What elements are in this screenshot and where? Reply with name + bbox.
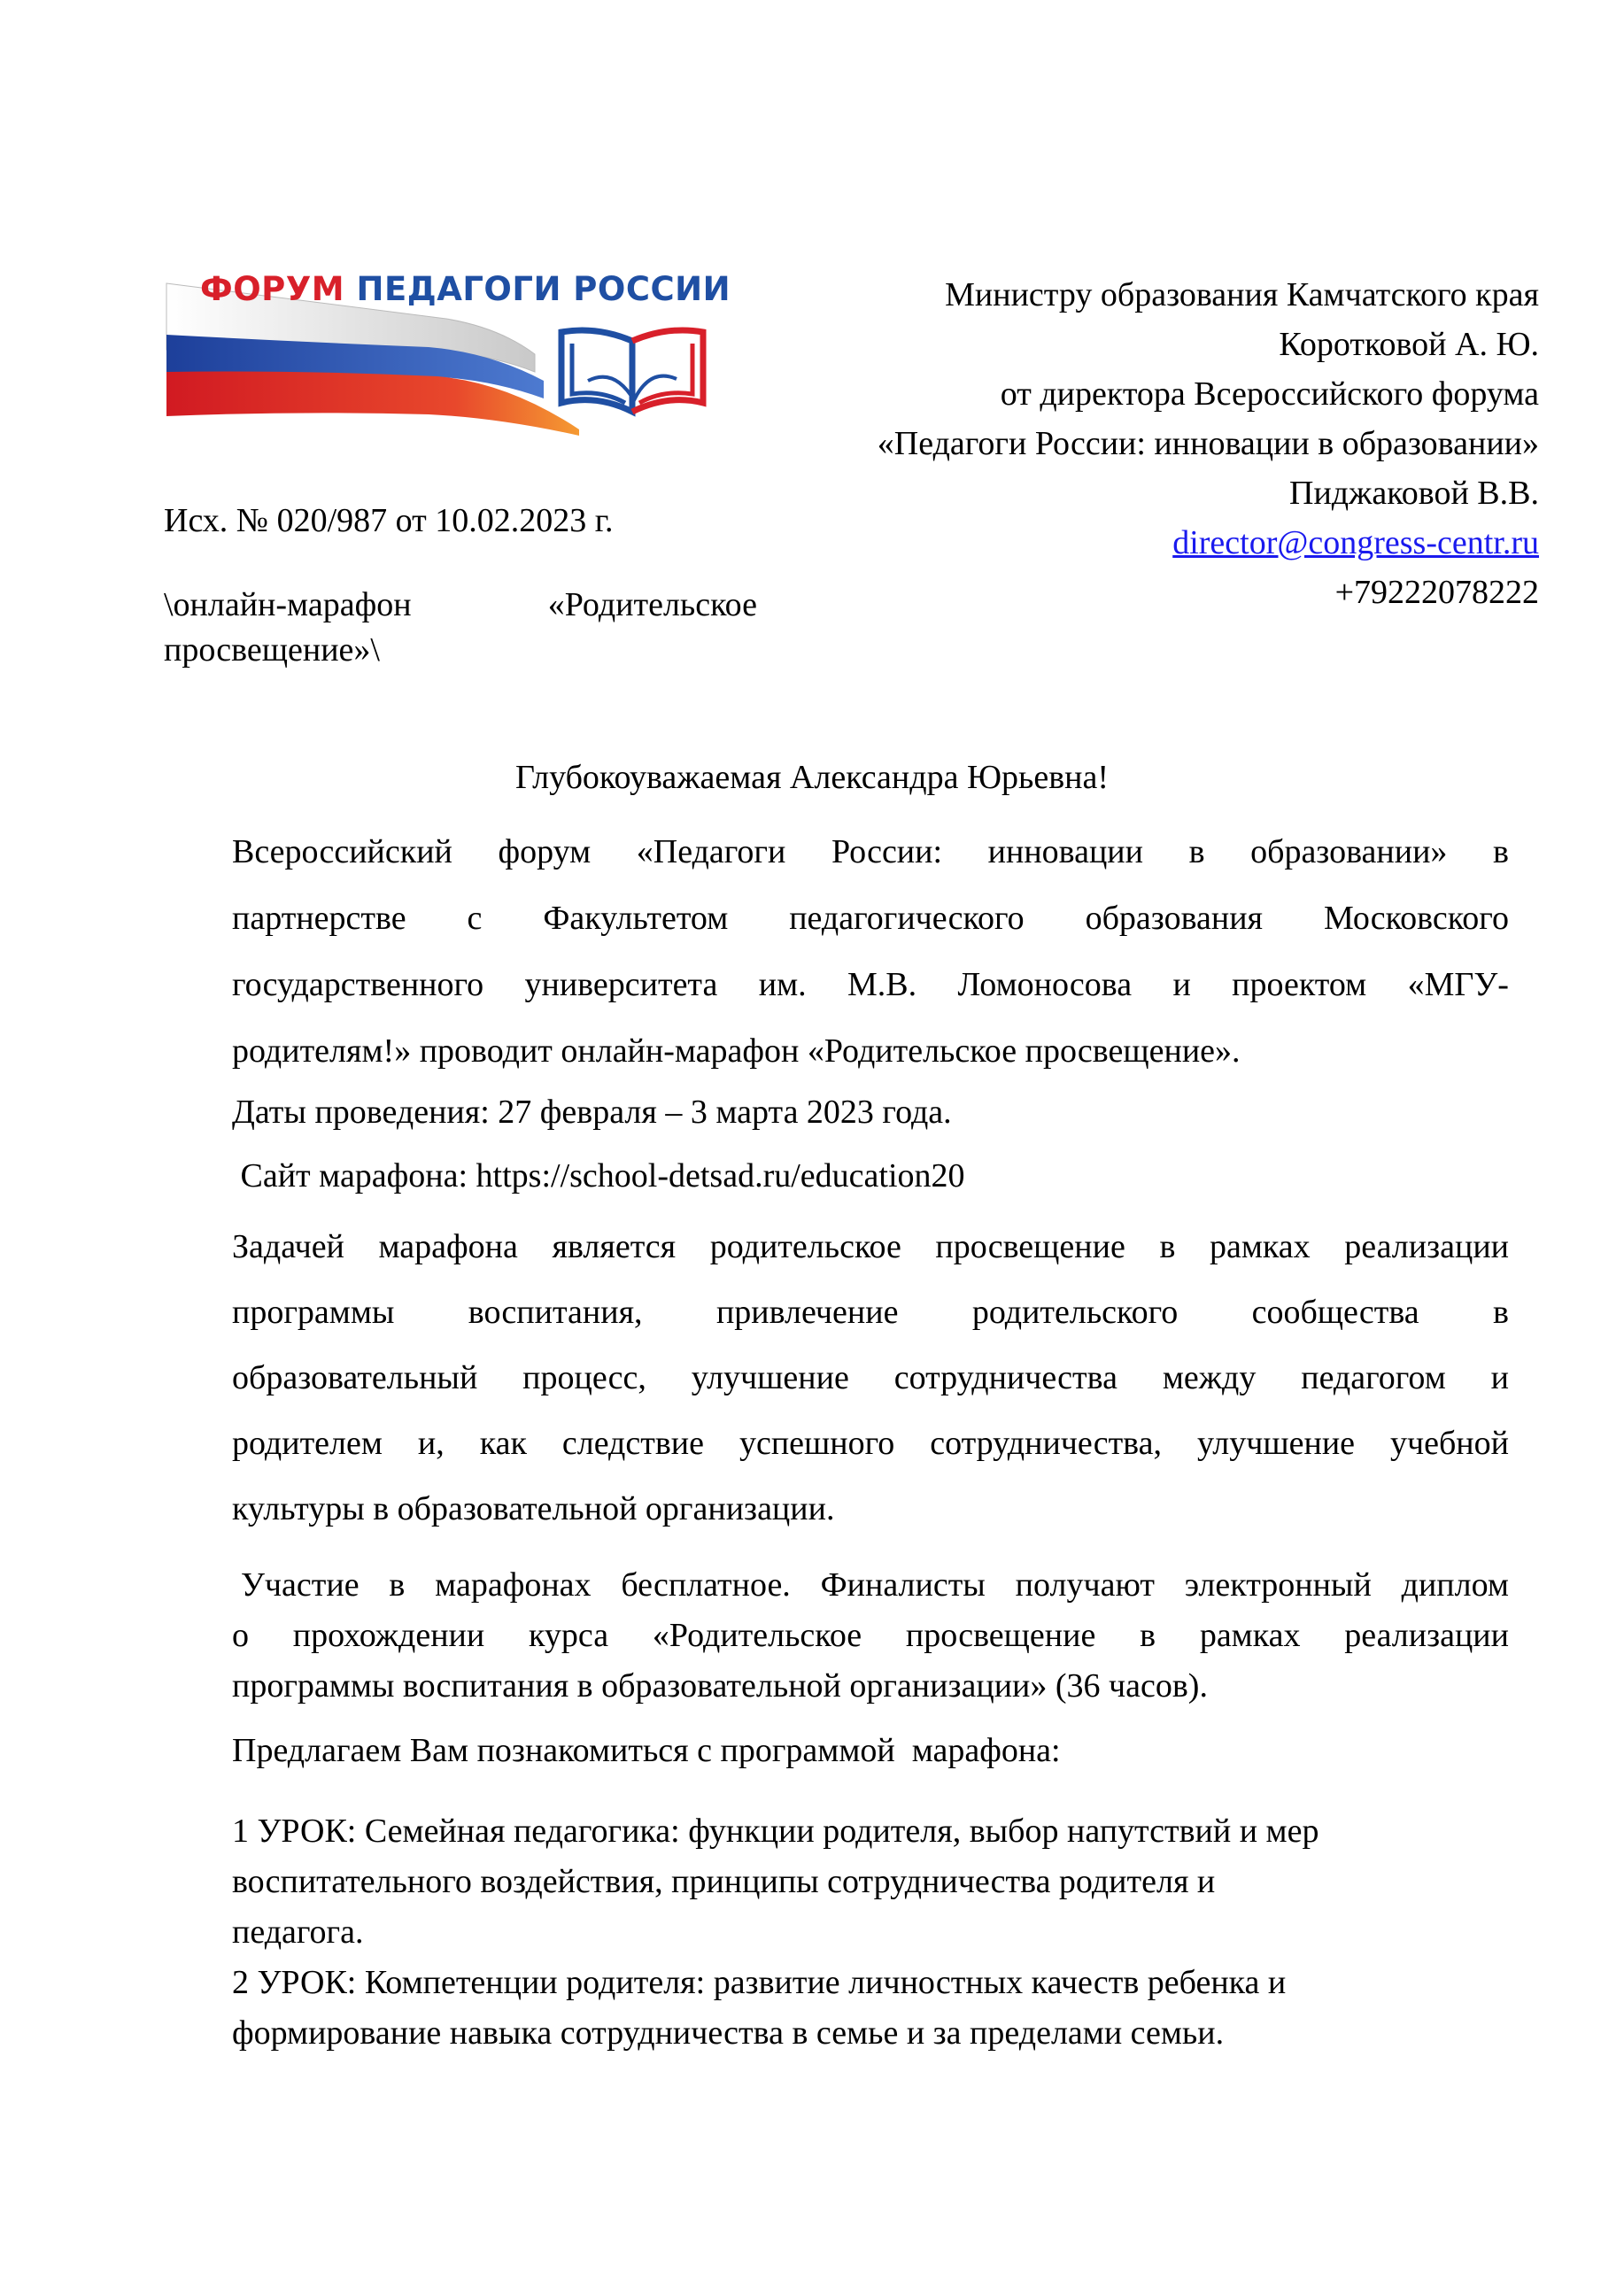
word: просвещение (905, 1617, 1096, 1654)
word: с (467, 900, 483, 937)
word: проектом (1232, 966, 1367, 1003)
outgoing-number: Исх. № 020/987 от 10.02.2023 г. (164, 502, 614, 539)
word: электронный (1184, 1566, 1372, 1604)
word: в (1140, 1617, 1156, 1654)
word: как (479, 1425, 527, 1462)
addressee-line: Коротковой А. Ю. (1279, 326, 1539, 363)
word: «МГУ- (1407, 966, 1509, 1003)
justified-line (232, 1611, 1509, 1661)
word: образования (1085, 900, 1264, 937)
word: следствие (561, 1425, 705, 1462)
word: сотрудничества (893, 1359, 1117, 1396)
justified-line (232, 827, 1509, 893)
word: образовательный (232, 1359, 478, 1396)
word: улучшение (1196, 1425, 1356, 1462)
word: родителем (232, 1425, 383, 1462)
lesson-line: 2 УРОК: Компетенции родителя: развитие личностных качеств ребенка и (232, 1964, 1287, 2001)
word: М.В. (847, 966, 917, 1003)
word: им. (758, 966, 807, 1003)
paragraph-goals (232, 1222, 1509, 1550)
word: Ломоносова (957, 966, 1133, 1003)
word: получают (1015, 1566, 1155, 1604)
justified-line (232, 1419, 1509, 1484)
word: партнерстве (232, 900, 406, 937)
word: Финалисты (820, 1566, 986, 1604)
word: университета (524, 966, 718, 1003)
word: реализации (1344, 1228, 1509, 1265)
paragraph-line: программы воспитания в образовательной организации» (36 часов). (232, 1667, 1208, 1705)
word: педагогом (1301, 1359, 1446, 1396)
addressee-line: Пиджаковой В.В. (1289, 475, 1539, 512)
greeting: Глубокоуважаемая Александра Юрьевна! (515, 759, 1109, 796)
word: привлечение (715, 1294, 899, 1331)
paragraph-line: культуры в образовательной организации. (232, 1490, 835, 1527)
word: процесс, (522, 1359, 646, 1396)
word: образовании» (1250, 833, 1448, 870)
lesson-line: педагога. (232, 1913, 364, 1951)
justified-line (232, 1353, 1509, 1419)
justified-line (232, 960, 1509, 1026)
subject-word: \онлайн-марафон (164, 586, 412, 623)
word: улучшение (691, 1359, 849, 1396)
paragraph-intro (232, 827, 1509, 1093)
word: марафонах (435, 1566, 592, 1604)
justified-line (232, 1222, 1509, 1287)
word: марафона (378, 1228, 518, 1265)
word: рамках (1210, 1228, 1311, 1265)
paragraph-line: родителям!» проводит онлайн-марафон «Родительское просвещение». (232, 1032, 1241, 1070)
lesson-line: 1 УРОК: Семейная педагогика: функции родителя, выбор напутствий и мер (232, 1813, 1319, 1850)
program-intro: Предлагаем Вам познакомиться с программой марафона: (232, 1732, 1061, 1769)
word: и, (417, 1425, 445, 1462)
paragraph-participation (232, 1560, 1509, 1712)
word: воспитания, (468, 1294, 643, 1331)
justified-line (232, 1560, 1509, 1611)
marathon-site: Сайт марафона: https://school-detsad.ru/education20 (232, 1157, 965, 1194)
justified-line (232, 893, 1509, 960)
word: просвещение (935, 1228, 1125, 1265)
word: сотрудничества, (930, 1425, 1162, 1462)
word: курса (529, 1617, 609, 1654)
word: между (1162, 1359, 1257, 1396)
logo-title (200, 270, 731, 308)
lessons-list (232, 1806, 1509, 2059)
word: родительское (709, 1228, 901, 1265)
word: «Педагоги (636, 833, 786, 870)
word: о (232, 1617, 249, 1654)
word: «Родительское (652, 1617, 862, 1654)
subject-line: просвещение»\ (164, 631, 380, 669)
word: Факультетом (543, 900, 729, 937)
logo-word-forum: ФОРУМ (200, 270, 345, 308)
word: бесплатное. (621, 1566, 791, 1604)
word: сообщества (1251, 1294, 1419, 1331)
addressee-line: «Педагоги России: инновации в образовании» (877, 425, 1539, 462)
word: Задачей (232, 1228, 344, 1265)
logo-word-pedagogi: ПЕДАГОГИ РОССИИ (356, 270, 731, 308)
subject-line (164, 580, 757, 630)
word: диплом (1401, 1566, 1509, 1604)
word: рамках (1199, 1617, 1301, 1654)
word: в (1493, 1294, 1509, 1331)
word: родительского (971, 1294, 1179, 1331)
subject-word: «Родительское (547, 586, 757, 623)
lesson-line: формирование навыка сотрудничества в семье и за пределами семьи. (232, 2014, 1225, 2052)
word: реализации (1344, 1617, 1509, 1654)
word: в (1188, 833, 1205, 870)
addressee-block (878, 270, 1539, 617)
word: и (1490, 1359, 1509, 1396)
word: инновации (987, 833, 1143, 870)
word: является (552, 1228, 677, 1265)
word: форум (498, 833, 592, 870)
word: учебной (1389, 1425, 1509, 1462)
word: прохождении (292, 1617, 485, 1654)
addressee-line: от директора Всероссийского форума (1000, 375, 1539, 413)
word: педагогического (789, 900, 1025, 937)
phone-number: +79222078222 (1334, 574, 1539, 611)
word: программы (232, 1294, 395, 1331)
event-dates: Даты проведения: 27 февраля – 3 марта 2023 года. (232, 1094, 952, 1131)
justified-line (232, 1287, 1509, 1353)
email-link[interactable]: director@congress-centr.ru (1172, 524, 1539, 561)
word: Московского (1324, 900, 1509, 937)
word: успешного (739, 1425, 895, 1462)
word: в (1159, 1228, 1176, 1265)
lesson-line: воспитательного воздействия, принципы сотрудничества родителя и (232, 1863, 1216, 1900)
word: России: (831, 833, 943, 870)
word: в (1493, 833, 1509, 870)
addressee-line: Министру образования Камчатского края (945, 276, 1539, 313)
word: государственного (232, 966, 484, 1003)
open-book-icon (561, 330, 703, 412)
word: Всероссийский (232, 833, 452, 870)
word: и (1172, 966, 1191, 1003)
word: Участие (241, 1566, 360, 1604)
word: в (389, 1566, 406, 1604)
